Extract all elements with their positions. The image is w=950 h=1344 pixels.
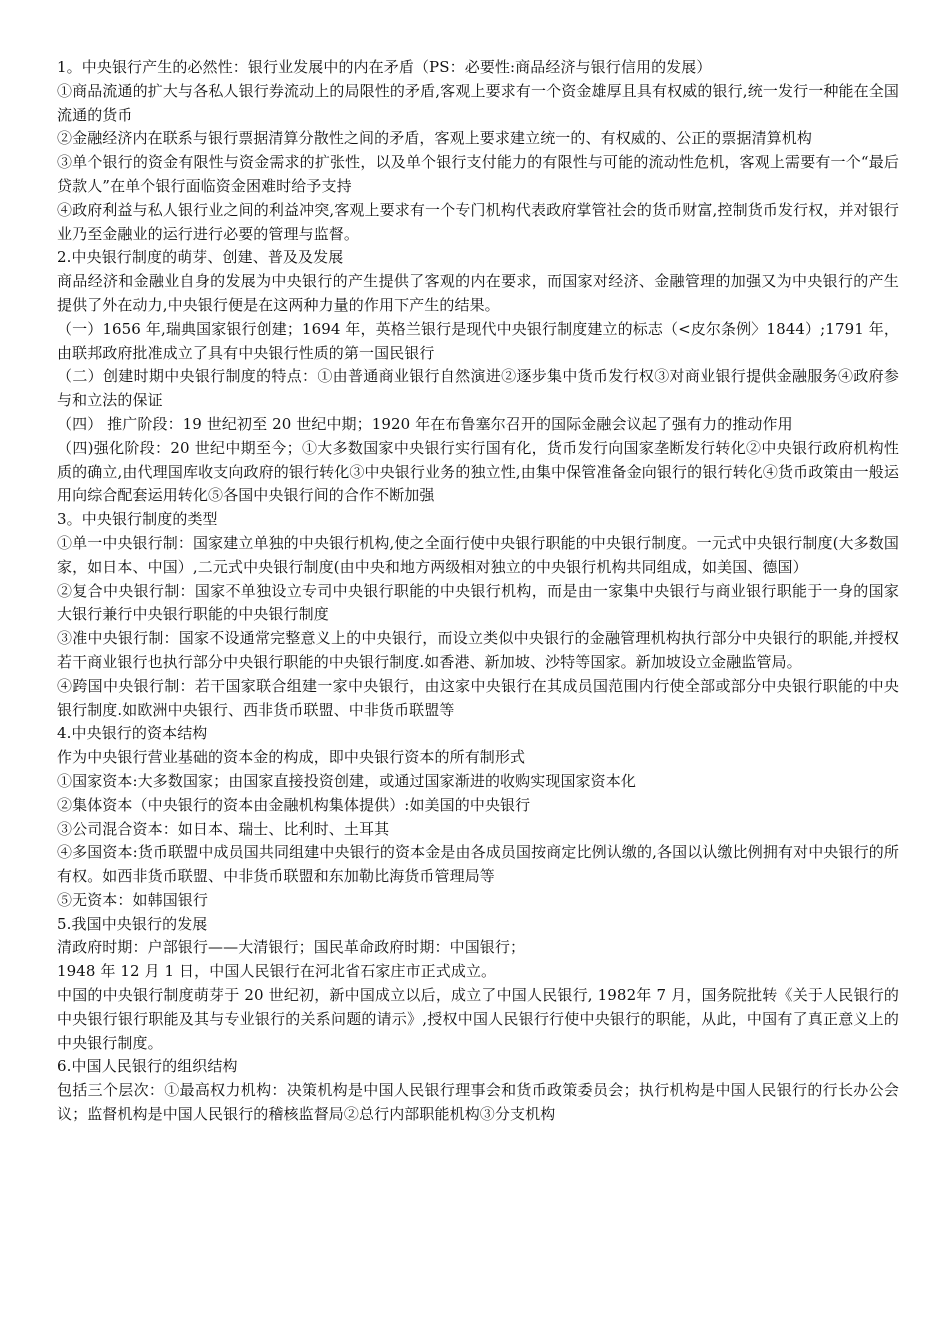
paragraph: ①商品流通的扩大与各私人银行券流动上的局限性的矛盾,客观上要求有一个资金雄厚且具有权威的银行,统一发行一种能在全国流通的货币 <box>57 81 899 124</box>
paragraph: （四） 推广阶段：19 世纪初至 20 世纪中期；1920 年在布鲁塞尔召开的国际金融会议起了强有力的推动作用 <box>57 414 793 433</box>
paragraph: ②复合中央银行制：国家不单独设立专司中央银行职能的中央银行机构，而是由一家集中央银行与商业银行职能于一身的国家大银行兼行中央银行职能的中央银行制度 <box>57 581 899 624</box>
paragraph: 1948 年 12 月 1 日，中国人民银行在河北省石家庄市正式成立。 <box>57 962 497 981</box>
section-6-heading: 6.中国人民银行的组织结构 <box>57 1057 238 1076</box>
paragraph: ①单一中央银行制：国家建立单独的中央银行机构,使之全面行使中央银行职能的中央银行制度。一元式中央银行制度(大多数国家，如日本、中国）,二元式中央银行制度(由中央和地方两级相对独立的中央银行机构共同组成，如美国、德国） <box>57 533 899 576</box>
document-page <box>57 56 899 1127</box>
section-2-heading: 2.中央银行制度的萌芽、创建、普及及发展 <box>57 248 344 267</box>
paragraph: 包括三个层次：①最高权力机构：决策机构是中国人民银行理事会和货币政策委员会；执行机构是中国人民银行的行长办公会议；监督机构是中国人民银行的稽核监督局②总行内部职能机构③分支机构 <box>57 1081 899 1124</box>
paragraph: （二）创建时期中央银行制度的特点：①由普通商业银行自然演进②逐步集中货币发行权③对商业银行提供金融服务④政府参与和立法的保证 <box>57 367 899 410</box>
paragraph: ③准中央银行制：国家不设通常完整意义上的中央银行，而设立类似中央银行的金融管理机构执行部分中央银行的职能,并授权若干商业银行也执行部分中央银行职能的中央银行制度.如香港、新加坡、沙特等国家。新加坡设立金融监管局。 <box>57 629 899 671</box>
section-1-heading: 1。中央银行产生的必然性：银行业发展中的内在矛盾（PS：必要性:商品经济与银行信用的发展） <box>57 58 712 76</box>
paragraph: ④跨国中央银行制：若干国家联合组建一家中央银行，由这家中央银行在其成员国范围内行使全部或部分中央银行职能的中央银行制度.如欧洲中央银行、西非货币联盟、中非货币联盟等 <box>57 676 899 719</box>
paragraph: 清政府时期：户部银行——大清银行；国民革命政府时期：中国银行； <box>57 938 526 957</box>
paragraph: 中国的中央银行制度萌芽于 20 世纪初，新中国成立以后，成立了中国人民银行, 1982年 7 月，国务院批转《关于人民银行的中央银行银行职能及其与专业银行的关系问题的请示》,授权中国人民银行行使中央银行的职能，从此，中国有了真正意义上的中央银行制度。 <box>57 986 899 1052</box>
section-4-heading: 4.中央银行的资本结构 <box>57 724 208 743</box>
paragraph: ④多国资本:货币联盟中成员国共同组建中央银行的资本金是由各成员国按商定比例认缴的,各国以认缴比例拥有对中央银行的所有权。如西非货币联盟、中非货币联盟和东加勒比海货币管理局等 <box>57 843 899 886</box>
paragraph: ②金融经济内在联系与银行票据清算分散性之间的矛盾，客观上要求建立统一的、有权威的、公正的票据清算机构 <box>57 129 813 148</box>
paragraph: ⑤无资本：如韩国银行 <box>57 890 209 909</box>
paragraph: ①国家资本:大多数国家；由国家直接投资创建，或通过国家渐进的收购实现国家资本化 <box>57 771 636 790</box>
paragraph: （一）1656 年,瑞典国家银行创建；1694 年，英格兰银行是现代中央银行制度建立的标志（<皮尔条例〉1844）;1791 年，由联邦政府批准成立了具有中央银行性质的第一国民银行 <box>57 319 899 362</box>
paragraph: ②集体资本（中央银行的资本由金融机构集体提供）:如美国的中央银行 <box>57 795 531 814</box>
paragraph: ④政府利益与私人银行业之间的利益冲突,客观上要求有一个专门机构代表政府掌管社会的货币财富,控制货币发行权，并对银行业乃至金融业的运行进行必要的管理与监督。 <box>57 200 899 243</box>
paragraph: 作为中央银行营业基础的资本金的构成，即中央银行资本的所有制形式 <box>57 748 526 767</box>
paragraph: ③公司混合资本：如日本、瑞士、比利时、土耳其 <box>57 819 390 838</box>
section-3-heading: 3。中央银行制度的类型 <box>57 510 218 529</box>
paragraph: （四)强化阶段：20 世纪中期至今；①大多数国家中央银行实行国有化，货币发行向国家垄断发行转化②中央银行政府机构性质的确立,由代理国库收支向政府的银行转化③中央银行业务的独立性,由集中保管准备金向银行的银行转化④货币政策由一般运用向综合配套运用转化⑤各国中央银行间的合作不断加强 <box>57 438 899 505</box>
section-5-heading: 5.我国中央银行的发展 <box>57 914 208 933</box>
paragraph: ③单个银行的资金有限性与资金需求的扩张性，以及单个银行支付能力的有限性与可能的流动性危机，客观上需要有一个“最后贷款人”在单个银行面临资金困难时给予支持 <box>57 153 899 195</box>
paragraph: 商品经济和金融业自身的发展为中央银行的产生提供了客观的内在要求，而国家对经济、金融管理的加强又为中央银行的产生提供了外在动力,中央银行便是在这两种力量的作用下产生的结果。 <box>57 272 899 314</box>
